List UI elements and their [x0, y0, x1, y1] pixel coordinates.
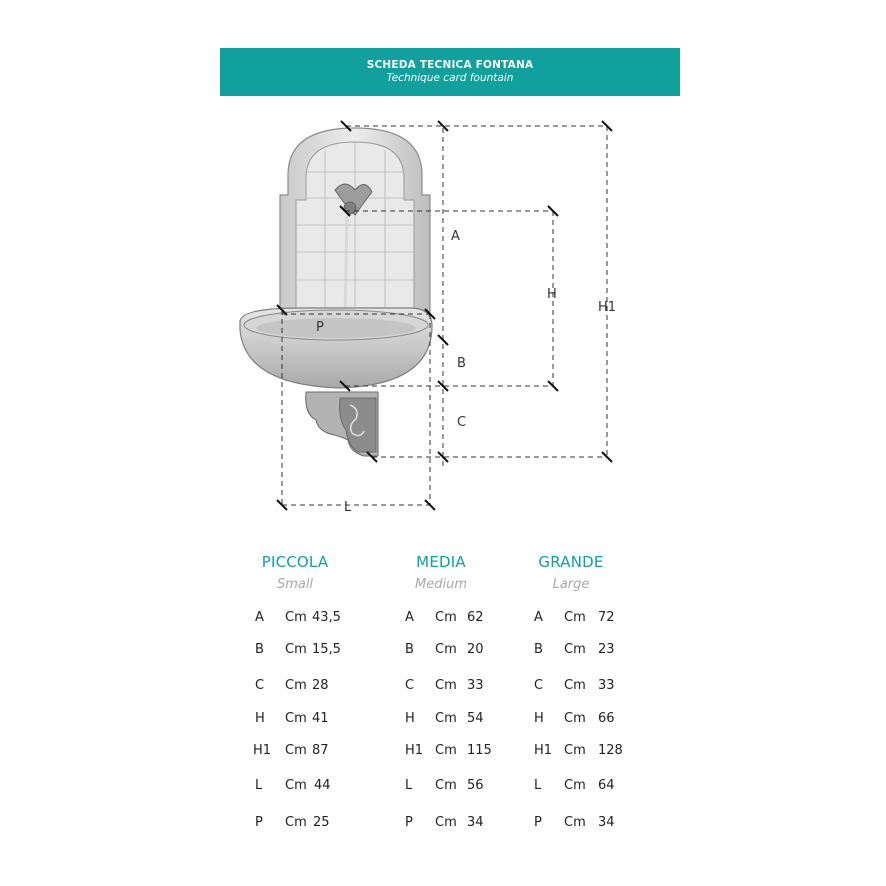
- unit-cell: Cm: [435, 678, 457, 693]
- dim-label-a: A: [451, 229, 460, 244]
- value-cell: 64: [598, 778, 615, 793]
- dim-cell: A: [534, 610, 543, 625]
- page-subtitle: Technique card fountain: [386, 72, 514, 84]
- dim-cell: H: [405, 711, 415, 726]
- dim-label-b: B: [457, 356, 466, 371]
- value-cell: 56: [467, 778, 484, 793]
- value-cell: 44: [314, 778, 331, 793]
- dim-cell: A: [255, 610, 264, 625]
- unit-cell: Cm: [564, 642, 586, 657]
- dim-cell: P: [255, 815, 263, 830]
- fountain-bowl: [240, 308, 432, 388]
- unit-cell: Cm: [435, 642, 457, 657]
- value-cell: 87: [312, 743, 329, 758]
- fountain-corbel: [306, 392, 378, 456]
- unit-cell: Cm: [435, 778, 457, 793]
- page-title: SCHEDA TECNICA FONTANA: [366, 59, 534, 71]
- dim-label-h: H: [547, 287, 557, 302]
- dim-cell: P: [405, 815, 413, 830]
- size-subname: Large: [552, 577, 590, 592]
- size-column-medium: [371, 553, 511, 592]
- value-cell: 23: [598, 642, 615, 657]
- size-name: PICCOLA: [261, 553, 329, 571]
- dim-cell: H: [534, 711, 544, 726]
- value-cell: 33: [467, 678, 484, 693]
- dim-cell: L: [534, 778, 542, 793]
- size-column-small: [225, 553, 365, 592]
- value-cell: 62: [467, 610, 484, 625]
- dim-cell: P: [534, 815, 542, 830]
- size-name: MEDIA: [416, 553, 466, 571]
- value-cell: 15,5: [312, 642, 341, 657]
- size-subname: Small: [276, 577, 314, 592]
- dim-cell: H: [255, 711, 265, 726]
- value-cell: 34: [467, 815, 484, 830]
- dim-cell: L: [255, 778, 263, 793]
- dim-cell: C: [255, 678, 265, 693]
- unit-cell: Cm: [564, 678, 586, 693]
- value-cell: 28: [312, 678, 329, 693]
- dim-cell: C: [405, 678, 415, 693]
- value-cell: 25: [313, 815, 330, 830]
- unit-cell: Cm: [564, 610, 586, 625]
- dim-cell: B: [405, 642, 414, 657]
- value-cell: 41: [312, 711, 329, 726]
- dim-cell: L: [405, 778, 413, 793]
- dim-cell: H1: [405, 743, 424, 758]
- unit-cell: Cm: [435, 743, 457, 758]
- value-cell: 54: [467, 711, 484, 726]
- dim-cell: H1: [534, 743, 553, 758]
- fountain-backplate: [280, 128, 430, 320]
- unit-cell: Cm: [285, 743, 307, 758]
- unit-cell: Cm: [285, 711, 307, 726]
- value-cell: 33: [598, 678, 615, 693]
- dim-label-c: C: [457, 415, 467, 430]
- value-cell: 43,5: [312, 610, 341, 625]
- value-cell: 66: [598, 711, 615, 726]
- unit-cell: Cm: [285, 642, 307, 657]
- unit-cell: Cm: [285, 610, 307, 625]
- unit-cell: Cm: [285, 678, 307, 693]
- unit-cell: Cm: [564, 743, 586, 758]
- unit-cell: Cm: [285, 778, 307, 793]
- dim-cell: B: [255, 642, 264, 657]
- unit-cell: Cm: [435, 610, 457, 625]
- dim-cell: B: [534, 642, 543, 657]
- dim-cell: C: [534, 678, 544, 693]
- dim-label-p: P: [316, 320, 324, 335]
- size-column-large: [501, 553, 641, 592]
- dim-label-h1: H1: [598, 300, 617, 315]
- unit-cell: Cm: [564, 778, 586, 793]
- value-cell: 34: [598, 815, 615, 830]
- value-cell: 128: [598, 743, 623, 758]
- dim-cell: A: [405, 610, 414, 625]
- unit-cell: Cm: [564, 711, 586, 726]
- unit-cell: Cm: [285, 815, 307, 830]
- unit-cell: Cm: [564, 815, 586, 830]
- unit-cell: Cm: [435, 711, 457, 726]
- value-cell: 20: [467, 642, 484, 657]
- size-subname: Medium: [415, 577, 467, 592]
- dim-cell: H1: [253, 743, 272, 758]
- value-cell: 115: [467, 743, 492, 758]
- value-cell: 72: [598, 610, 615, 625]
- unit-cell: Cm: [435, 815, 457, 830]
- dim-label-l: L: [344, 500, 352, 515]
- size-name: GRANDE: [538, 553, 604, 571]
